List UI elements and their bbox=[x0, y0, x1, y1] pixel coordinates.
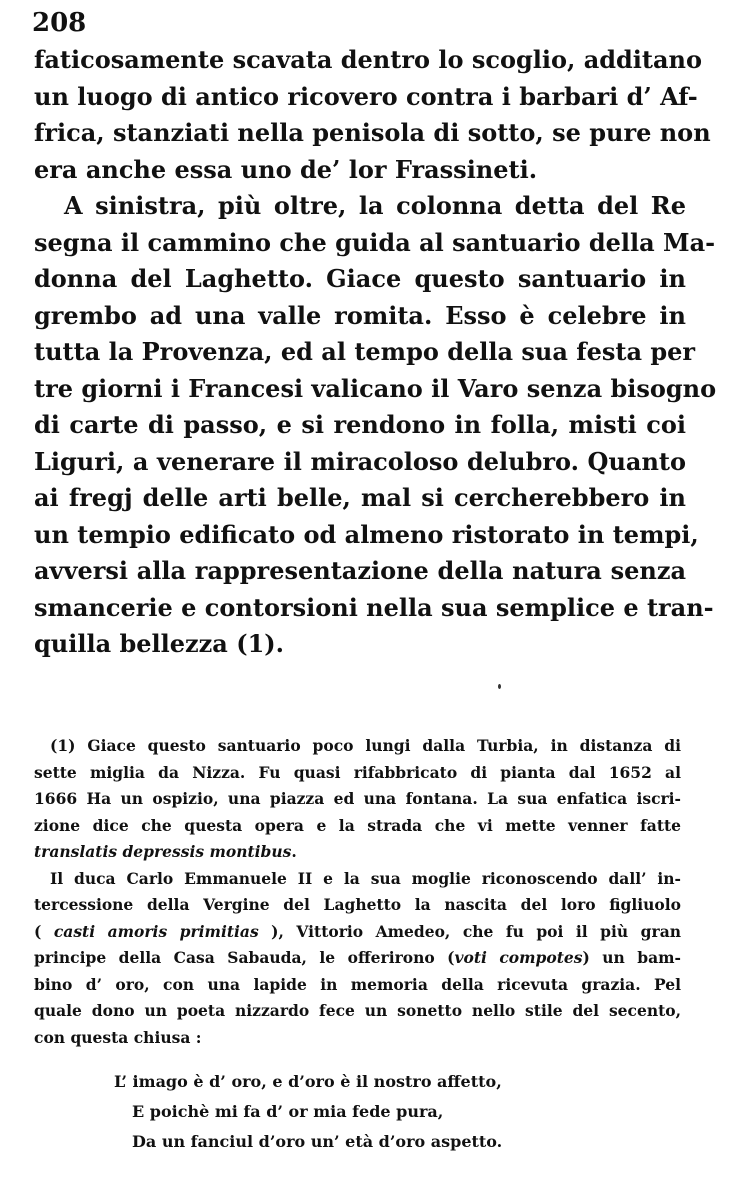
footnote-text: . bbox=[291, 842, 297, 861]
text-line: faticosamente scavata dentro lo scoglio, additano bbox=[34, 45, 703, 74]
page-number: 208 bbox=[32, 8, 87, 38]
text-line: di carte di passo, e si rendono in folla, misti coi bbox=[34, 410, 686, 439]
text-line: frica, stanziati nella penisola di sotto, se pure non bbox=[34, 118, 711, 147]
text-line: segna il cammino che guida al santuario della Ma- bbox=[34, 227, 716, 257]
ink-speck bbox=[498, 684, 501, 689]
footnote-line: bino d’ oro, con una lapide in memoria della ricevuta grazia. Pel bbox=[34, 974, 681, 994]
text-line: avversi alla rappresentazione della natura senza bbox=[34, 556, 686, 585]
verse-quote bbox=[114, 1067, 502, 1157]
text-line: un tempio edificato od almeno ristorato in tempi, bbox=[34, 519, 699, 549]
footnote-text: ( bbox=[34, 921, 54, 941]
text-line: A sinistra, più oltre, la colonna detta del Re bbox=[64, 191, 686, 220]
paragraph-1 bbox=[34, 42, 711, 188]
footnote-italic: translatis depressis montibus bbox=[34, 842, 292, 861]
footnote-line bbox=[34, 919, 681, 946]
footnote-text: principe della Casa Sabauda, le offerirono ( bbox=[34, 948, 455, 967]
main-text bbox=[34, 42, 717, 663]
text-line: tre giorni i Francesi valicano il Varo senza bisogno bbox=[34, 373, 717, 403]
footnote-italic: casti amoris primitias bbox=[53, 921, 259, 941]
verse-line: E poichè mi fa d’ or mia fede pura, bbox=[132, 1102, 444, 1121]
paragraph-2 bbox=[34, 188, 717, 663]
verse-line: Da un fanciul d’oro un’ età d’oro aspetto. bbox=[132, 1132, 503, 1151]
footnote-line: sette miglia da Nizza. Fu quasi rifabbricato di pianta dal 1652 al bbox=[34, 762, 681, 782]
footnote-italic: voti compotes bbox=[454, 948, 583, 967]
text-line: un luogo di antico ricovero contra i barbari d’ Af- bbox=[34, 81, 698, 111]
text-line: ai fregj delle arti belle, mal si cercherebbero in bbox=[34, 483, 686, 512]
footnote-line bbox=[34, 945, 681, 972]
footnote-line: (1) Giace questo santuario poco lungi dalla Turbia, in distanza di bbox=[50, 736, 681, 755]
text-line: donna del Laghetto. Giace questo santuario in bbox=[34, 264, 686, 293]
text-line: smancerie e contorsioni nella sua semplice e tran- bbox=[34, 592, 714, 622]
footnote-line bbox=[34, 839, 681, 866]
footnote-text: ) un bam- bbox=[582, 948, 681, 967]
footnote-line: Il duca Carlo Emmanuele II e la sua moglie riconoscendo dall’ in- bbox=[50, 868, 681, 888]
footnote-line: quale dono un poeta nizzardo fece un sonetto nello stile del secento, bbox=[34, 1001, 681, 1020]
footnote-line: 1666 Ha un ospizio, una piazza ed una fontana. La sua enfatica iscri- bbox=[34, 789, 681, 808]
text-line: Liguri, a venerare il miracoloso delubro. Quanto bbox=[34, 446, 686, 476]
text-line: quilla bellezza (1). bbox=[34, 629, 284, 658]
verse-line: L’ imago è d’ oro, e d’oro è il nostro affetto, bbox=[114, 1072, 502, 1091]
text-line: grembo ad una valle romita. Esso è celebre in bbox=[34, 300, 686, 330]
text-line: tutta la Provenza, ed al tempo della sua festa per bbox=[34, 337, 696, 366]
footnote-line: con questa chiusa : bbox=[34, 1027, 202, 1047]
footnote bbox=[34, 733, 681, 1051]
footnote-text: ), Vittorio Amedeo, che fu poi il più gran bbox=[258, 921, 682, 941]
footnote-line: zione dice che questa opera e la strada che vi mette venner fatte bbox=[34, 815, 681, 835]
footnote-line: tercessione della Vergine del Laghetto la nascita del loro figliuolo bbox=[34, 895, 681, 914]
text-line: era anche essa uno de’ lor Frassineti. bbox=[34, 154, 538, 184]
